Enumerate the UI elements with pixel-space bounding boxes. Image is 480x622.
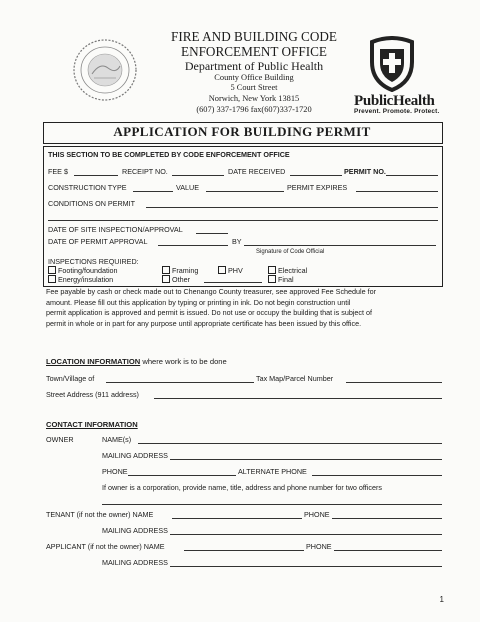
- tenant-name-field[interactable]: [172, 518, 302, 519]
- street-address-label: Street Address (911 address): [46, 390, 139, 399]
- location-heading-row: [46, 358, 227, 366]
- checkbox-icon: [162, 275, 170, 283]
- receipt-label: RECEIPT NO.: [122, 167, 168, 176]
- final-label: Final: [278, 275, 294, 284]
- page-number: 1: [439, 595, 444, 604]
- applicant-name-label: APPLICANT (if not the owner) NAME: [46, 542, 165, 551]
- date-received-label: DATE RECEIVED: [228, 167, 286, 176]
- permit-approval-field[interactable]: [158, 245, 228, 246]
- inspection-date-label: DATE OF SITE INSPECTION/APPROVAL: [48, 225, 183, 234]
- footing-checkbox[interactable]: [48, 266, 118, 274]
- construction-type-label: CONSTRUCTION TYPE: [48, 183, 127, 192]
- conditions-label: CONDITIONS ON PERMIT: [48, 199, 136, 208]
- applicant-mailing-label: MAILING ADDRESS: [102, 558, 168, 567]
- receipt-field[interactable]: [172, 175, 224, 176]
- public-health-logo-icon: [366, 36, 418, 92]
- phv-checkbox[interactable]: [218, 266, 243, 274]
- owner-phone-label: PHONE: [102, 467, 128, 476]
- tenant-mailing-field[interactable]: [170, 534, 442, 535]
- owner-names-field[interactable]: [138, 443, 442, 444]
- owner-mailing-label: MAILING ADDRESS: [102, 451, 168, 460]
- tax-map-field[interactable]: [346, 382, 442, 383]
- energy-label: Energy/insulation: [58, 275, 114, 284]
- tenant-phone-label: PHONE: [304, 510, 330, 519]
- construction-type-field[interactable]: [133, 191, 173, 192]
- instructions-paragraph: [46, 287, 446, 329]
- corporation-officers-field[interactable]: [102, 504, 442, 505]
- other-field[interactable]: [204, 282, 262, 283]
- tenant-mailing-label: MAILING ADDRESS: [102, 526, 168, 535]
- checkbox-icon: [218, 266, 226, 274]
- fee-label: FEE $: [48, 167, 68, 176]
- office-name-line1: FIRE AND BUILDING CODE: [171, 29, 337, 44]
- town-village-field[interactable]: [106, 382, 254, 383]
- value-field[interactable]: [206, 191, 284, 192]
- checkbox-icon: [162, 266, 170, 274]
- office-section-heading: THIS SECTION TO BE COMPLETED BY CODE ENFORCEMENT OFFICE: [48, 150, 290, 159]
- permit-approval-label: DATE OF PERMIT APPROVAL: [48, 237, 148, 246]
- electrical-checkbox[interactable]: [268, 266, 307, 274]
- checkbox-icon: [48, 266, 56, 274]
- instruction-line: Fee payable by cash or check made out to Chenango County treasurer, see approved Fee Schedule for: [46, 287, 377, 296]
- official-signature-field[interactable]: [244, 245, 436, 246]
- owner-names-label: NAME(s): [102, 435, 132, 444]
- alternate-phone-label: ALTERNATE PHONE: [238, 467, 307, 476]
- form-title: APPLICATION FOR BUILDING PERMIT: [113, 124, 371, 139]
- street-address-field[interactable]: [154, 398, 442, 399]
- checkbox-icon: [268, 275, 276, 283]
- applicant-phone-field[interactable]: [334, 550, 442, 551]
- location-heading: LOCATION INFORMATION: [46, 357, 141, 366]
- applicant-phone-label: PHONE: [306, 542, 332, 551]
- permit-expires-field[interactable]: [356, 191, 438, 192]
- county-seal-image: [72, 38, 138, 102]
- street-address: 5 Court Street: [230, 83, 278, 92]
- permit-expires-label: PERMIT EXPIRES: [287, 183, 348, 192]
- city-state-zip: Norwich, New York 13815: [208, 94, 300, 103]
- footing-label: Footing/foundation: [58, 266, 118, 275]
- energy-checkbox[interactable]: [48, 275, 113, 283]
- office-name-line2: ENFORCEMENT OFFICE: [181, 44, 327, 59]
- owner-mailing-field[interactable]: [170, 459, 442, 460]
- department-name: Department of Public Health: [184, 59, 324, 73]
- date-received-field[interactable]: [290, 175, 342, 176]
- owner-phone-field[interactable]: [128, 475, 236, 476]
- inspection-date-field[interactable]: [196, 233, 228, 234]
- owner-label: OWNER: [46, 435, 74, 444]
- instruction-line: amount. Please fill out this application by typing or printing in ink. Do not begin construction until: [46, 297, 351, 307]
- inspections-required-label: INSPECTIONS REQUIRED:: [48, 257, 139, 266]
- corporation-note: If owner is a corporation, provide name, title, address and phone number for two officers: [102, 483, 382, 492]
- public-health-tagline: Prevent. Promote. Protect.: [354, 108, 440, 115]
- alternate-phone-field[interactable]: [312, 475, 442, 476]
- framing-checkbox[interactable]: [162, 266, 198, 274]
- conditions-field-line1[interactable]: [146, 207, 438, 208]
- permit-no-field[interactable]: [386, 175, 438, 176]
- by-label: BY: [232, 237, 242, 246]
- other-checkbox[interactable]: [162, 275, 190, 283]
- applicant-name-field[interactable]: [184, 550, 304, 551]
- checkbox-icon: [268, 266, 276, 274]
- instruction-line: permit application is approved and permit is issued. Do not use or occupy the building that is subject of: [46, 308, 373, 317]
- permit-no-label: PERMIT NO.: [344, 167, 386, 176]
- tax-map-label: Tax Map/Parcel Number: [256, 374, 334, 383]
- phone-fax: (607) 337-1796 fax(607)337-1720: [196, 105, 312, 114]
- tenant-phone-field[interactable]: [332, 518, 442, 519]
- public-health-wordmark: PublicHealth: [354, 93, 435, 109]
- checkbox-icon: [48, 275, 56, 283]
- conditions-field-line2[interactable]: [48, 220, 438, 221]
- electrical-label: Electrical: [278, 266, 308, 275]
- final-checkbox[interactable]: [268, 275, 294, 283]
- other-label: Other: [172, 275, 190, 284]
- signature-caption: Signature of Code Official: [256, 249, 325, 255]
- value-label: VALUE: [176, 183, 200, 192]
- contact-heading: CONTACT INFORMATION: [46, 420, 138, 429]
- fee-field[interactable]: [74, 175, 118, 176]
- tenant-name-label: TENANT (if not the owner) NAME: [46, 510, 154, 519]
- town-village-label: Town/Village of: [46, 374, 95, 383]
- applicant-mailing-field[interactable]: [170, 566, 442, 567]
- phv-label: PHV: [228, 266, 243, 275]
- instruction-line: permit in whole or in part for any purpose until appropriate certificate has been issued by this office.: [46, 318, 362, 328]
- location-heading-suffix: where work is to be done: [140, 357, 227, 366]
- building-name: County Office Building: [214, 73, 294, 82]
- framing-label: Framing: [172, 266, 199, 275]
